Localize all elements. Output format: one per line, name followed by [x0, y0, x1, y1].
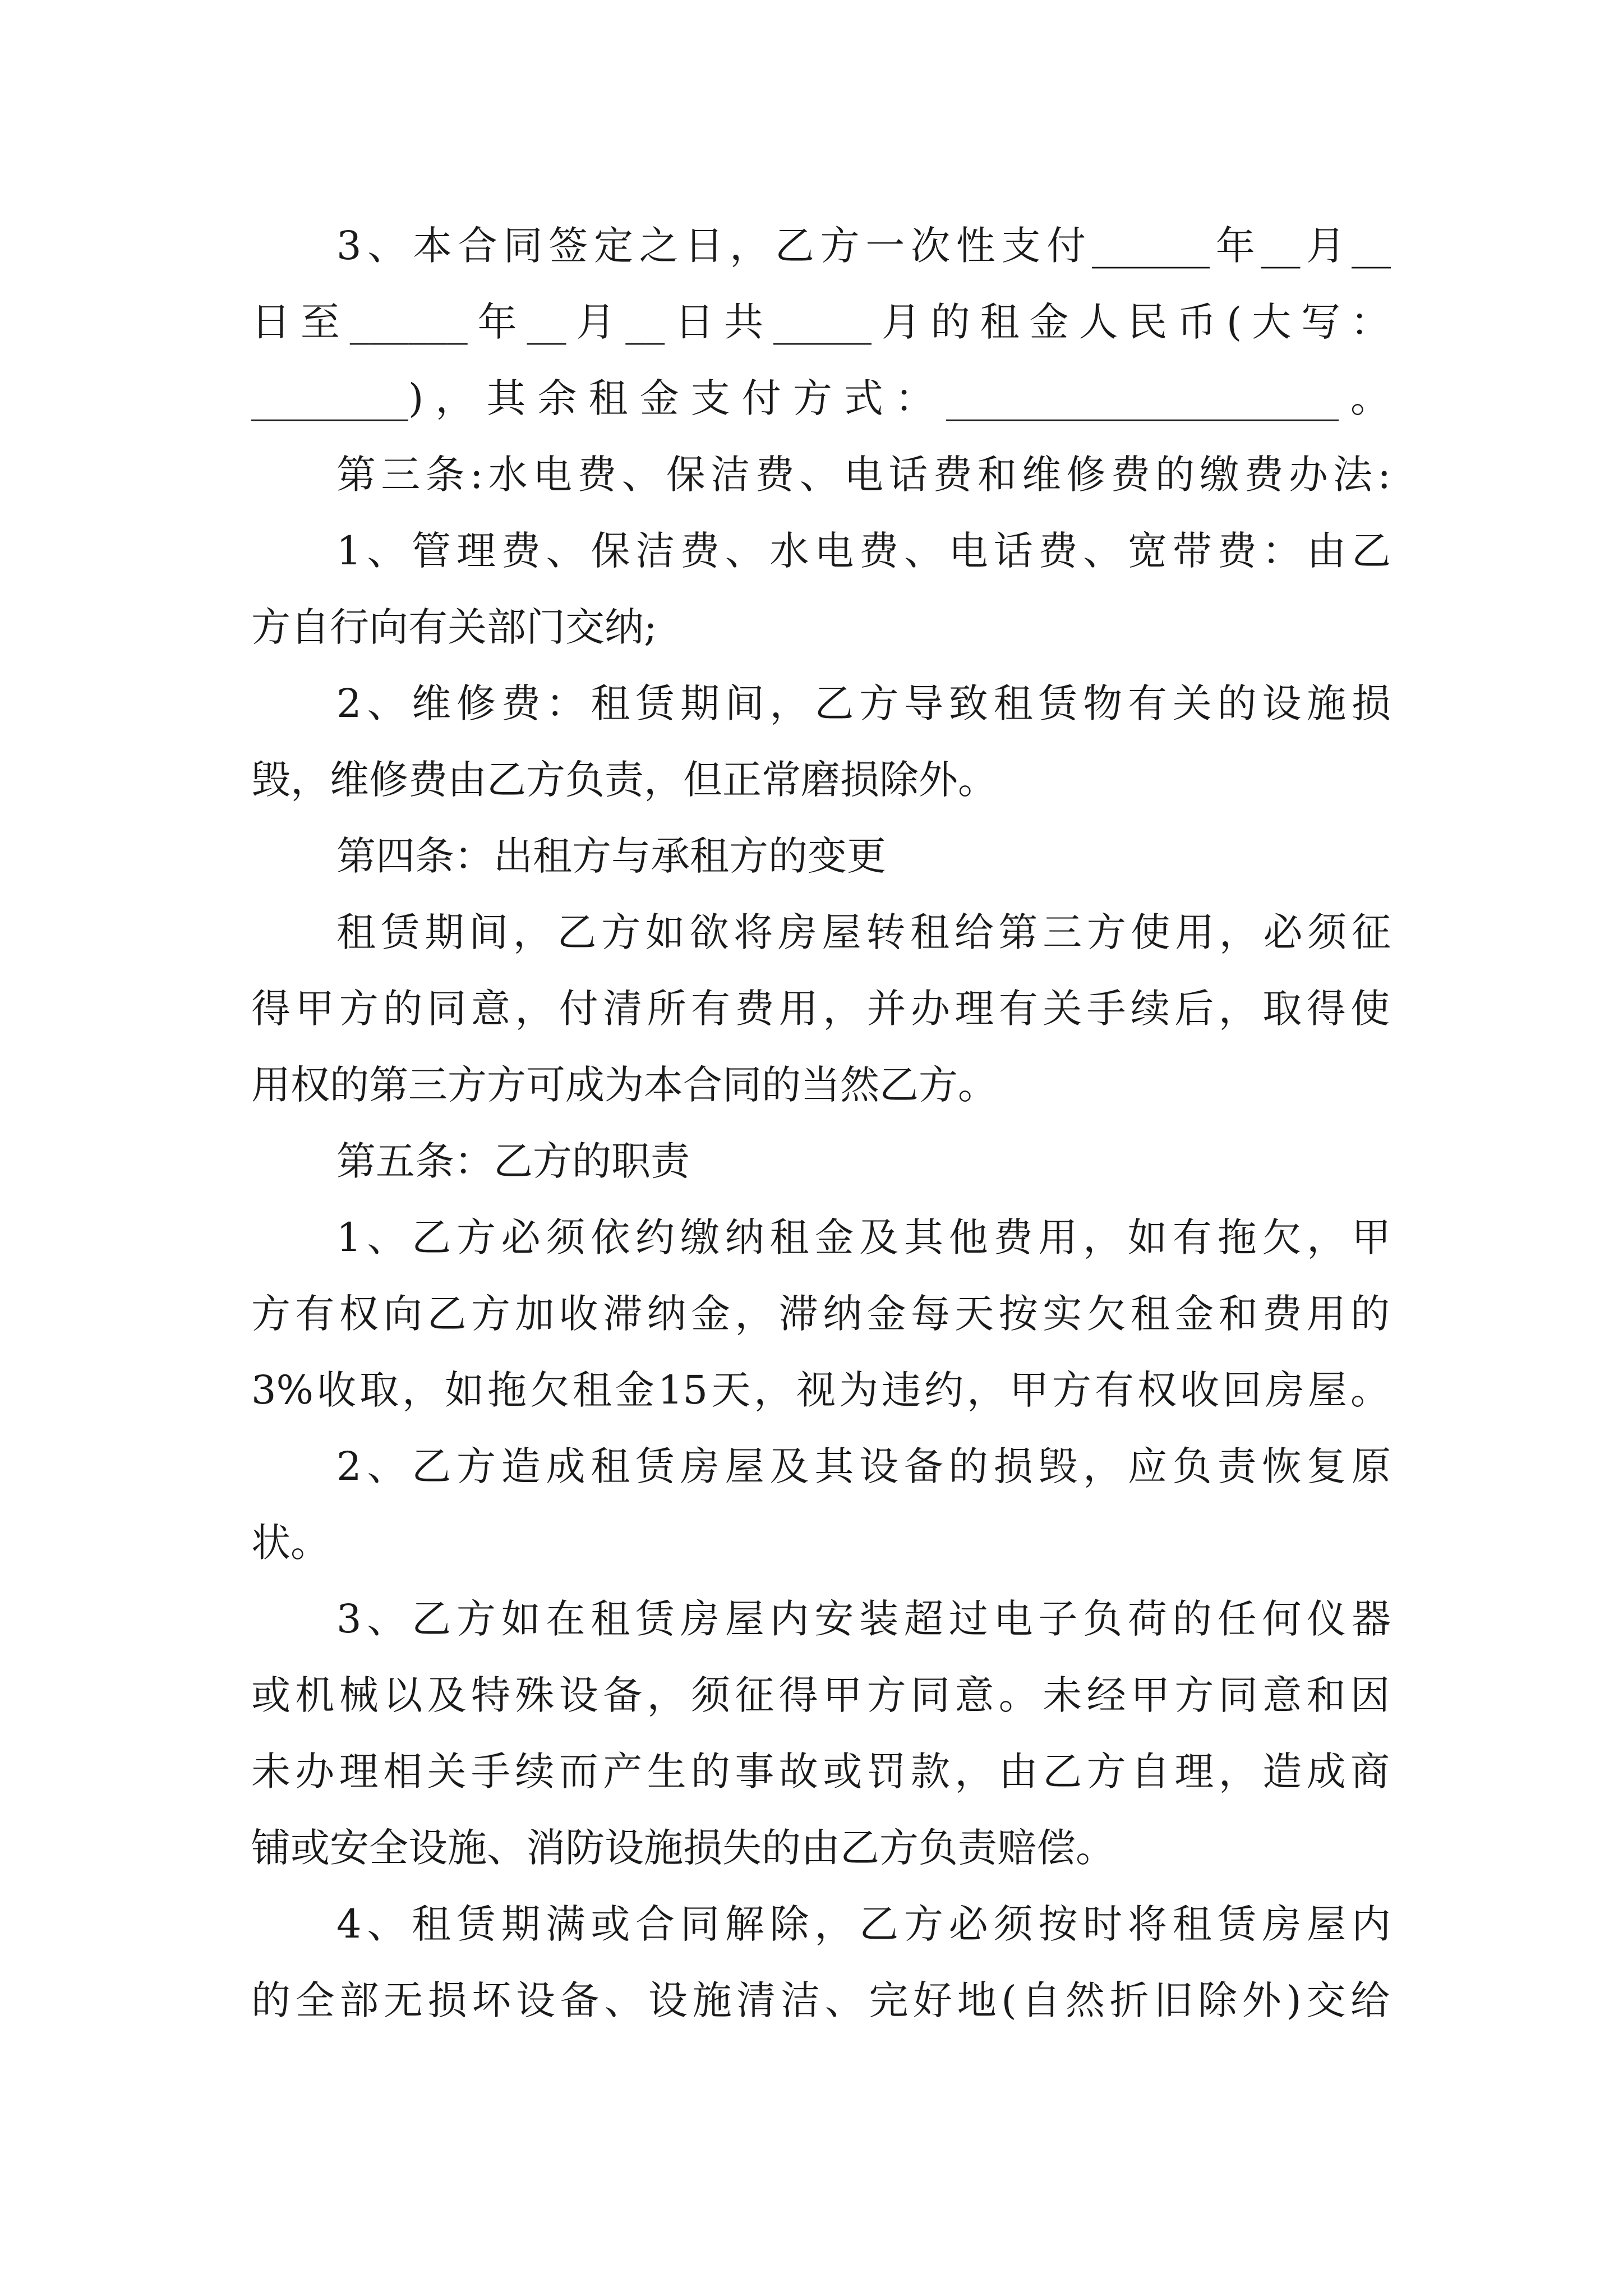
text-line: 铺或安全设施、消防设施损失的由乙方负责赔偿。: [251, 1825, 1115, 1871]
text-line: 1、管理费、保洁费、水电费、电话费、宽带费：由乙: [336, 528, 1391, 574]
text-line: 3%收取，如拖欠租金15天，视为违约，甲方有权收回房屋。: [251, 1367, 1390, 1413]
text-line: 2、乙方造成租赁房屋及其设备的损毁，应负责恢复原: [336, 1443, 1391, 1489]
text-line: 未办理相关手续而产生的事故或罚款，由乙方自理，造成商: [251, 1749, 1390, 1795]
text-line: 3、本合同签定之日，乙方一次性支付______年__月__: [336, 223, 1391, 269]
text-line: 用权的第三方方可成为本合同的当然乙方。: [251, 1062, 997, 1108]
text-line: 2、维修费：租赁期间，乙方导致租赁物有关的设施损: [336, 680, 1391, 726]
text-line: 或机械以及特殊设备，须征得甲方同意。未经甲方同意和因: [251, 1672, 1390, 1718]
section-heading: 第四条：出租方与承租方的变更: [336, 833, 886, 879]
text-line: 方有权向乙方加收滞纳金，滞纳金每天按实欠租金和费用的: [251, 1291, 1390, 1337]
text-line: 1、乙方必须依约缴纳租金及其他费用，如有拖欠，甲: [336, 1214, 1391, 1260]
text-line: 的全部无损坏设备、设施清洁、完好地(自然折旧除外)交给: [251, 1977, 1390, 2023]
text-line: ________)，其余租金支付方式：____________________。: [251, 375, 1390, 421]
text-line: 4、租赁期满或合同解除，乙方必须按时将租赁房屋内: [336, 1901, 1391, 1947]
text-line: 毁，维修费由乙方负责，但正常磨损除外。: [251, 757, 997, 803]
text-line: 日至______年__月__日共_____月的租金人民币(大写：: [251, 299, 1390, 345]
text-line: 状。: [251, 1520, 330, 1566]
section-heading: 第五条：乙方的职责: [336, 1138, 690, 1184]
text-line: 方自行向有关部门交纳;: [251, 604, 657, 650]
text-line: 租赁期间，乙方如欲将房屋转租给第三方使用，必须征: [336, 909, 1391, 955]
text-line: 得甲方的同意，付清所有费用，并办理有关手续后，取得使: [251, 986, 1390, 1032]
text-line: 第三条:水电费、保洁费、电话费和维修费的缴费办法:: [336, 452, 1391, 498]
text-line: 3、乙方如在租赁房屋内安装超过电子负荷的任何仪器: [336, 1596, 1391, 1642]
